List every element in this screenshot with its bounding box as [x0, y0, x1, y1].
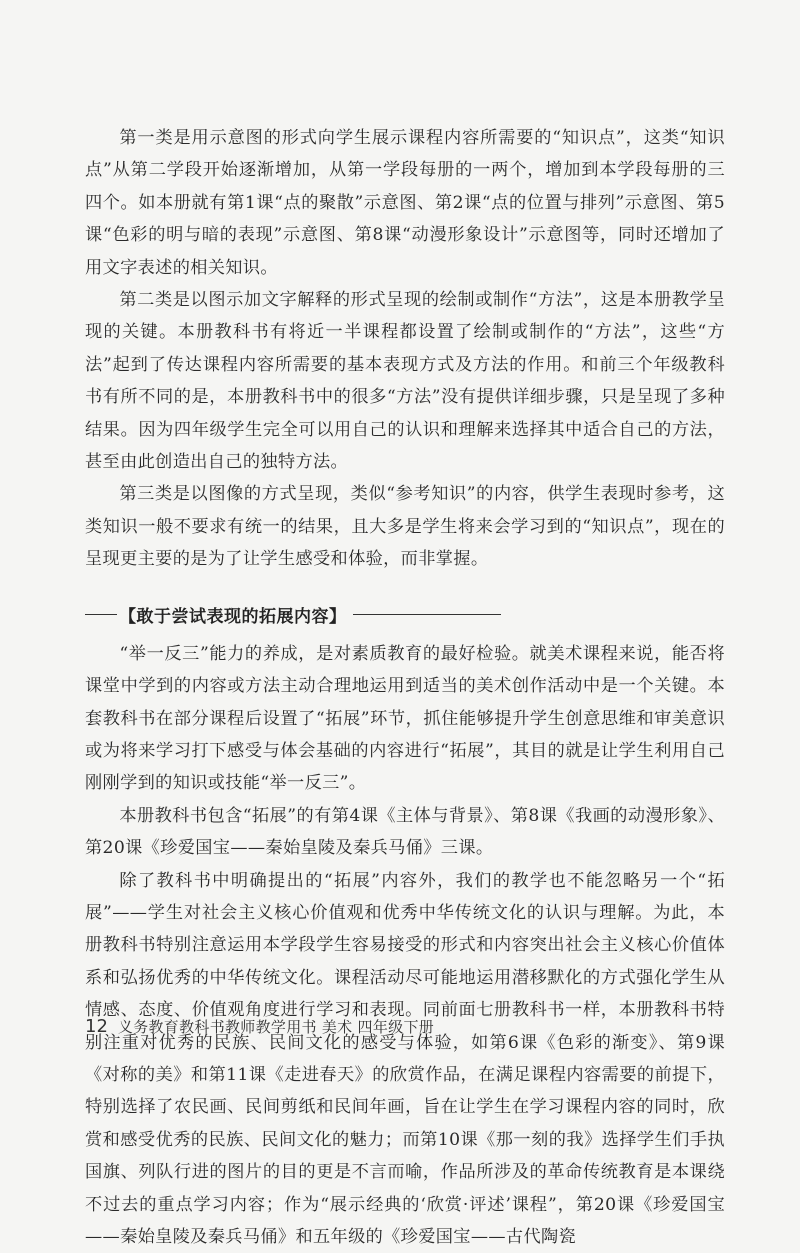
- paragraph-category-3: 第三类是以图像的方式呈现，类似“参考知识”的内容，供学生表现时参考，这类知识一般不要求有统一的结果，且大多是学生将来会学习到的“知识点”，现在的呈现更主要的是为了让学生感受和体验，而非掌握。: [85, 484, 725, 570]
- paragraph-category-1: 第一类是用示意图的形式向学生展示课程内容所需要的“知识点”，这类“知识点”从第二学段开始逐渐增加，从第一学段每册的一两个，增加到本学段每册的三四个。如本册就有第1课“点的聚散”示意图、第2课“点的位置与排列”示意图、第5课“色彩的明与暗的表现”示意图、第8课“动漫形象设计”示意图等，同时还增加了用文字表述的相关知识。: [85, 128, 725, 278]
- section-heading: 【敢于尝试表现的拓展内容】: [119, 607, 347, 628]
- book-title: 义务教育教科书教师教学用书 美术 四年级下册: [117, 1018, 435, 1036]
- paragraph-extension-intro: “举一反三”能力的养成，是对素质教育的最好检验。就美术课程来说，能否将课堂中学到的内容或方法主动合理地运用到适当的美术创作活动中是一个关键。本套教科书在部分课程后设置了“拓展”环节，抓住能够提升学生创意思维和审美意识或为将来学习打下感受与体会基础的内容进行“拓展”，其目的就是让学生利用自己刚刚学到的知识或技能“举一反三”。: [85, 643, 725, 794]
- page-number: 12: [85, 1016, 108, 1037]
- page-footer: [85, 1016, 434, 1037]
- paragraph-category-2: 第二类是以图示加文字解释的形式呈现的绘制或制作“方法”，这是本册教学呈现的关键。本册教科书有将近一半课程都设置了绘制或制作的“方法”，这些“方法”起到了传达课程内容所需要的基本表现方式及方法的作用。和前三个年级教科书有所不同的是，本册教科书中的很多“方法”没有提供详细步骤，只是呈现了多种结果。因为四年级学生完全可以用自己的认识和理解来选择其中适合自己的方法，甚至由此创造出自己的独特方法。: [85, 290, 725, 473]
- heading-rule-left: [85, 614, 117, 615]
- heading-rule-right: [353, 614, 501, 615]
- section-heading-row: [85, 601, 725, 629]
- paragraph-extension-values: 除了教科书中明确提出的“拓展”内容外，我们的教学也不能忽略另一个“拓展”——学生对社会主义核心价值观和优秀中华传统文化的认识与理解。为此，本册教科书特别注意运用本学段学生容易接受的形式和内容突出社会主义核心价值体系和弘扬优秀的中华传统文化。课程活动尽可能地运用潜移默化的方式强化学生从情感、态度、价值观角度进行学习和表现。同前面七册教科书一样，本册教科书特别注重对优秀的民族、民间文化的感受与体验，如第6课《色彩的渐变》、第9课《对称的美》和第11课《走进春天》的欣赏作品，在满足课程内容需要的前提下，特别选择了农民画、民间剪纸和民间年画，旨在让学生在学习课程内容的同时，欣赏和感受优秀的民族、民间文化的魅力；而第10课《那一刻的我》选择学生们手执国旗、列队行进的图片的目的更是不言而喻，作品所涉及的革命传统教育是本课绕不过去的重点学习内容；作为“展示经典的‘欣赏·评述’课程”，第20课《珍爱国宝——秦始皇陵及秦兵马俑》和五年级的《珍爱国宝——古代陶瓷: [85, 870, 725, 1247]
- page-body: [85, 122, 725, 1253]
- paragraph-extension-lessons: 本册教科书包含“拓展”的有第4课《主体与背景》、第8课《我画的动漫形象》、第20课《珍爱国宝——秦始皇陵及秦兵马俑》三课。: [85, 805, 725, 859]
